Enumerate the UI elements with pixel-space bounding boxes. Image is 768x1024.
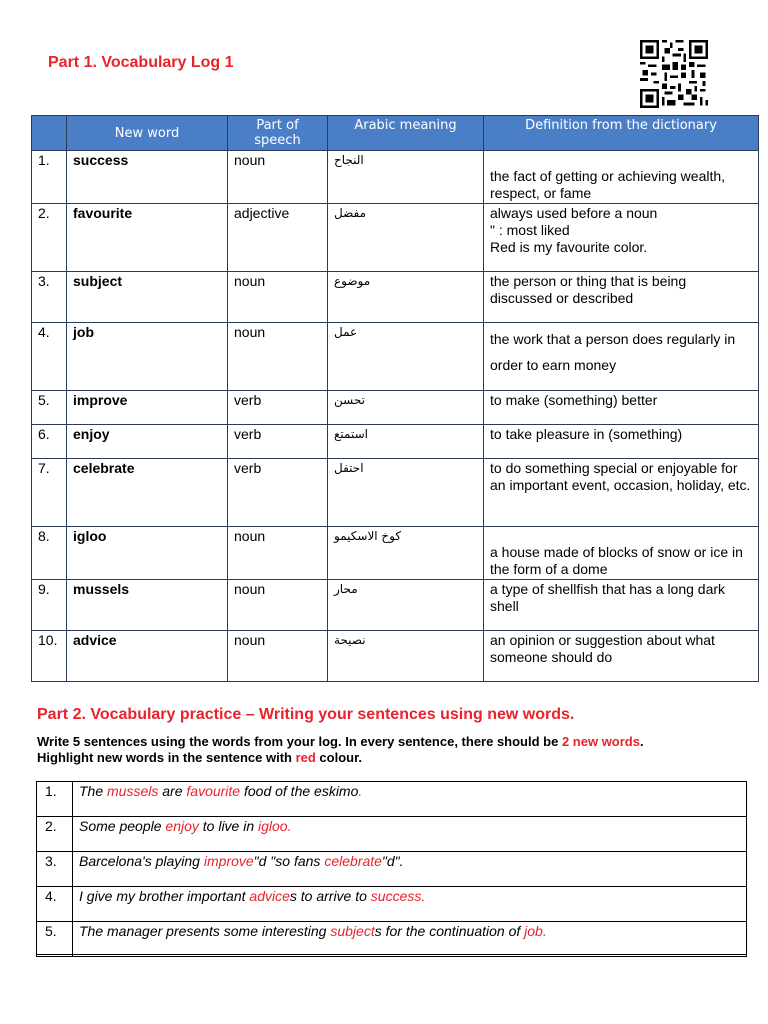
sentence-text — [73, 817, 747, 852]
row-arabic: موضوع — [328, 272, 484, 323]
row-arabic: تحسن — [328, 391, 484, 425]
sentence-row — [37, 817, 747, 852]
sentence-fragment: Some people — [79, 818, 166, 834]
row-definition: always used before a noun " : most liked Red is my favourite color. — [484, 204, 759, 272]
row-number: 6. — [32, 425, 67, 459]
row-arabic: نصيحة — [328, 631, 484, 682]
sentence-text — [73, 782, 747, 817]
highlighted-word: improve — [203, 853, 254, 869]
table-row — [32, 631, 759, 682]
sentence-number: 1. — [37, 782, 73, 817]
qr-code-icon — [637, 40, 711, 108]
row-arabic: مفضل — [328, 204, 484, 272]
row-word: advice — [67, 631, 228, 682]
row-definition: a house made of blocks of snow or ice in the form of a dome — [484, 527, 759, 580]
table-header-row — [32, 116, 759, 151]
table-row — [32, 323, 759, 391]
row-number: 10. — [32, 631, 67, 682]
sentence-text — [73, 922, 747, 957]
row-number: 9. — [32, 580, 67, 631]
row-number: 2. — [32, 204, 67, 272]
sentence-fragment: "d". — [381, 853, 404, 869]
row-number: 8. — [32, 527, 67, 580]
sentence-fragment: food of the eskimo — [240, 783, 359, 799]
row-word: improve — [67, 391, 228, 425]
instruction-line-1: Write 5 sentences using the words from your log. In every sentence, there should be 2 new words. — [37, 734, 644, 749]
row-part-of-speech: adjective — [228, 204, 328, 272]
sentence-fragment: Barcelona's playing — [79, 853, 204, 869]
part2-title: Part 2. Vocabulary practice – Writing your sentences using new words. — [37, 706, 575, 723]
sentence-fragment: The manager presents some interesting — [79, 923, 331, 939]
row-part-of-speech: noun — [228, 527, 328, 580]
highlighted-word: igloo — [258, 818, 288, 834]
instructions — [37, 734, 757, 766]
row-word: mussels — [67, 580, 228, 631]
highlighted-word: subject — [330, 923, 375, 939]
sentence-fragment: to live in — [198, 818, 259, 834]
table-row — [32, 580, 759, 631]
row-part-of-speech: verb — [228, 459, 328, 527]
table-row — [32, 459, 759, 527]
row-definition: an opinion or suggestion about what someone should do — [484, 631, 759, 682]
table-row — [32, 527, 759, 580]
highlighted-word: favourite — [186, 783, 241, 799]
row-part-of-speech: noun — [228, 631, 328, 682]
table-row — [32, 391, 759, 425]
highlighted-word: celebrate — [324, 853, 382, 869]
row-number: 4. — [32, 323, 67, 391]
row-definition: a type of shellfish that has a long dark shell — [484, 580, 759, 631]
row-definition: the work that a person does regularly in order to earn money — [484, 323, 759, 391]
vocabulary-log-table — [31, 115, 759, 682]
table-row — [32, 204, 759, 272]
highlighted-word: . — [542, 923, 547, 939]
row-part-of-speech: verb — [228, 425, 328, 459]
table-row — [32, 151, 759, 204]
sentence-row — [37, 922, 747, 957]
sentence-fragment: I give my brother important — [79, 888, 250, 904]
header-definition: Definition from the dictionary — [484, 116, 759, 151]
sentence-number: 2. — [37, 817, 73, 852]
table-row — [32, 425, 759, 459]
part1-title: Part 1. Vocabulary Log 1 — [48, 54, 234, 71]
sentence-fragment: s for the continuation of — [374, 923, 525, 939]
row-definition: to make (something) better — [484, 391, 759, 425]
sentence-text — [73, 852, 747, 887]
row-word: success — [67, 151, 228, 204]
sentence-row — [37, 887, 747, 922]
sentence-number: 3. — [37, 852, 73, 887]
highlighted-word: advice — [249, 888, 290, 904]
header-new-word: New word — [67, 116, 228, 151]
row-arabic: عمل — [328, 323, 484, 391]
header-part-of-speech: Part of speech — [228, 116, 328, 151]
highlighted-word: enjoy — [165, 818, 199, 834]
sentence-fragment: "d "so fans — [253, 853, 325, 869]
row-number: 3. — [32, 272, 67, 323]
sentence-row — [37, 782, 747, 817]
row-definition: to take pleasure in (something) — [484, 425, 759, 459]
row-definition: the fact of getting or achieving wealth, respect, or fame — [484, 151, 759, 204]
row-arabic: محار — [328, 580, 484, 631]
sentence-fragment: are — [158, 783, 187, 799]
row-word: igloo — [67, 527, 228, 580]
sentence-fragment: s to arrive to — [289, 888, 371, 904]
row-part-of-speech: verb — [228, 391, 328, 425]
row-arabic: احتفل — [328, 459, 484, 527]
row-number: 5. — [32, 391, 67, 425]
sentence-fragment: The — [79, 783, 108, 799]
highlighted-word: . — [421, 888, 426, 904]
highlighted-word: . — [287, 818, 292, 834]
sentence-number: 4. — [37, 887, 73, 922]
sentence-number: 5. — [37, 922, 73, 957]
row-definition: to do something special or enjoyable for an important event, occasion, holiday, etc. — [484, 459, 759, 527]
highlighted-word: . — [358, 783, 363, 799]
bottom-rule — [36, 954, 747, 955]
instruction-line-2: Highlight new words in the sentence with red colour. — [37, 750, 363, 765]
row-part-of-speech: noun — [228, 272, 328, 323]
row-part-of-speech: noun — [228, 580, 328, 631]
row-word: favourite — [67, 204, 228, 272]
table-row — [32, 272, 759, 323]
header-number — [32, 116, 67, 151]
row-word: subject — [67, 272, 228, 323]
highlighted-word: mussels — [107, 783, 159, 799]
row-arabic: النجاح — [328, 151, 484, 204]
header-arabic-meaning: Arabic meaning — [328, 116, 484, 151]
highlighted-word: success — [370, 888, 422, 904]
row-number: 7. — [32, 459, 67, 527]
row-arabic: استمتع — [328, 425, 484, 459]
sentence-row — [37, 852, 747, 887]
highlighted-word: job — [524, 923, 543, 939]
sentences-table — [36, 781, 747, 957]
row-word: celebrate — [67, 459, 228, 527]
row-part-of-speech: noun — [228, 151, 328, 204]
row-word: enjoy — [67, 425, 228, 459]
row-part-of-speech: noun — [228, 323, 328, 391]
row-number: 1. — [32, 151, 67, 204]
row-word: job — [67, 323, 228, 391]
row-definition: the person or thing that is being discussed or described — [484, 272, 759, 323]
sentence-text — [73, 887, 747, 922]
row-arabic: كوخ الاسكيمو — [328, 527, 484, 580]
